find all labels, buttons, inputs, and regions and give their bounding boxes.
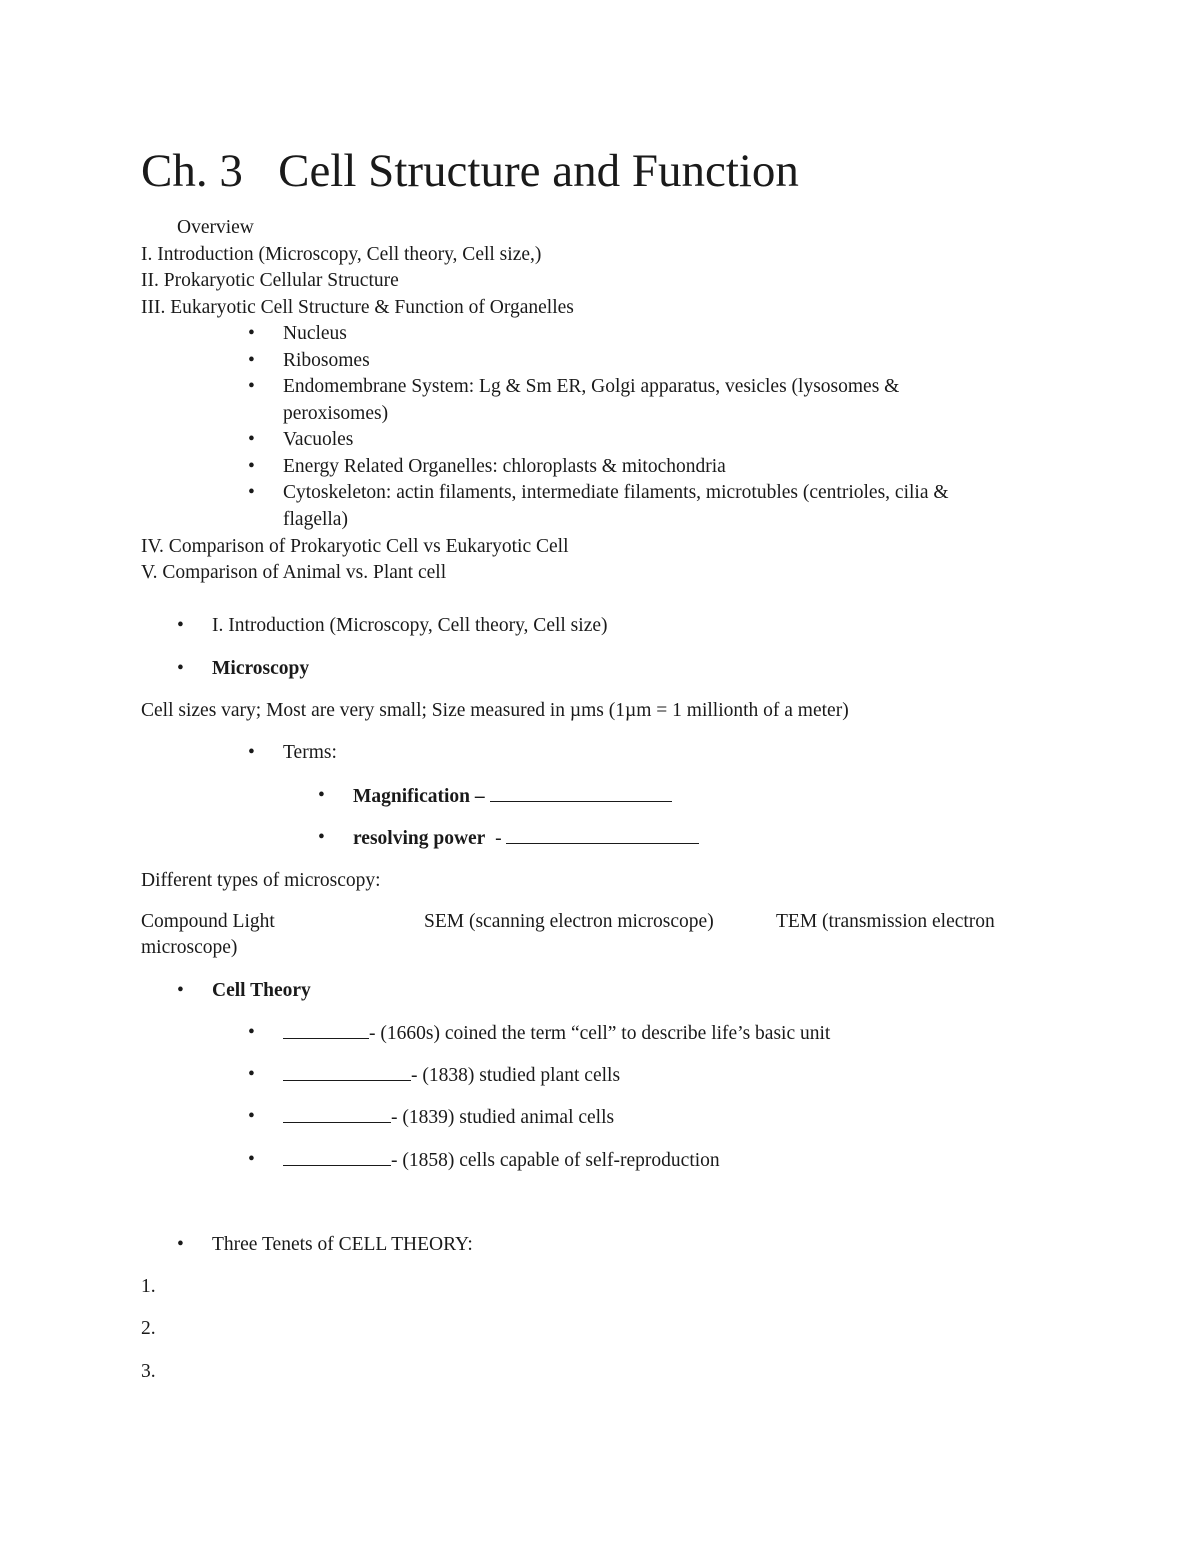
microscopy-types-label: Different types of microscopy: [141, 870, 381, 891]
organelle-item: Nucleus [283, 323, 347, 344]
bullet-icon: • [248, 1064, 255, 1085]
fill-in-blank[interactable] [283, 1062, 411, 1081]
terms-label: Terms: [283, 742, 337, 763]
bullet-icon: • [177, 980, 184, 1001]
organelle-item: Ribosomes [283, 350, 370, 371]
bullet-icon: • [248, 1106, 255, 1127]
bullet-icon: • [318, 785, 325, 806]
cell-theory-entry [283, 1020, 830, 1047]
bullet-icon: • [248, 1149, 255, 1170]
overview-heading: Overview [177, 217, 254, 238]
entry-text: - (1839) studied animal cells [391, 1107, 615, 1128]
entry-text: - (1838) studied plant cells [411, 1065, 621, 1086]
microscopy-heading: Microscopy [212, 658, 310, 679]
fill-in-blank[interactable] [283, 1020, 369, 1039]
tenet-number: 2. [141, 1318, 156, 1339]
bullet-icon: • [248, 742, 255, 763]
magnification-term [353, 783, 672, 810]
fill-in-blank[interactable] [490, 783, 672, 802]
organelle-item: Endomembrane System: Lg & Sm ER, Golgi apparatus, vesicles (lysosomes & [283, 376, 900, 397]
bullet-icon: • [177, 1234, 184, 1255]
bullet-icon: • [318, 827, 325, 848]
organelle-item: Energy Related Organelles: chloroplasts & mitochondria [283, 456, 726, 477]
entry-text: - (1858) cells capable of self-reproduction [391, 1150, 720, 1171]
organelle-item: Vacuoles [283, 429, 354, 450]
bullet-icon: • [248, 350, 255, 371]
overview-item: II. Prokaryotic Cellular Structure [141, 270, 399, 291]
cell-sizes-text: Cell sizes vary; Most are very small; Size measured in µms (1µm = 1 millionth of a meter) [141, 700, 849, 721]
sem-label: SEM (scanning electron microscope) [424, 911, 714, 932]
page-title: Ch. 3 Cell Structure and Function [141, 145, 799, 197]
cell-theory-entry [283, 1104, 614, 1131]
overview-item: III. Eukaryotic Cell Structure & Function of Organelles [141, 297, 574, 318]
bullet-icon: • [248, 429, 255, 450]
overview-item: I. Introduction (Microscopy, Cell theory, Cell size,) [141, 244, 542, 265]
fill-in-blank[interactable] [506, 825, 699, 844]
tem-label-continued: microscope) [141, 937, 238, 958]
fill-in-blank[interactable] [283, 1147, 391, 1166]
cell-theory-entry [283, 1062, 620, 1089]
organelle-item: Cytoskeleton: actin filaments, intermediate filaments, microtubles (centrioles, cilia & [283, 482, 949, 503]
bullet-icon: • [248, 456, 255, 477]
organelle-item-continued: flagella) [283, 509, 348, 530]
resolving-power-term [353, 825, 699, 852]
cell-theory-entry [283, 1147, 720, 1174]
tenets-label: Three Tenets of CELL THEORY: [212, 1234, 473, 1255]
resolving-power-label: resolving power [353, 828, 486, 849]
tenet-number: 3. [141, 1361, 156, 1382]
bullet-icon: • [248, 376, 255, 397]
bullet-icon: • [248, 1022, 255, 1043]
entry-text: - (1660s) coined the term “cell” to describe life’s basic unit [369, 1023, 831, 1044]
compound-light: Compound Light [141, 911, 275, 932]
overview-item: IV. Comparison of Prokaryotic Cell vs Eukaryotic Cell [141, 536, 569, 557]
tenet-number: 1. [141, 1276, 156, 1297]
magnification-label: Magnification – [353, 786, 490, 807]
bullet-icon: • [248, 482, 255, 503]
bullet-icon: • [248, 323, 255, 344]
bullet-icon: • [177, 658, 184, 679]
organelle-item-continued: peroxisomes) [283, 403, 389, 424]
bullet-icon: • [177, 615, 184, 636]
section-heading: I. Introduction (Microscopy, Cell theory, Cell size) [212, 615, 608, 636]
cell-theory-heading: Cell Theory [212, 980, 311, 1001]
tem-label: TEM (transmission electron [776, 911, 995, 932]
overview-item: V. Comparison of Animal vs. Plant cell [141, 562, 447, 583]
dash: - [485, 828, 507, 849]
fill-in-blank[interactable] [283, 1104, 391, 1123]
